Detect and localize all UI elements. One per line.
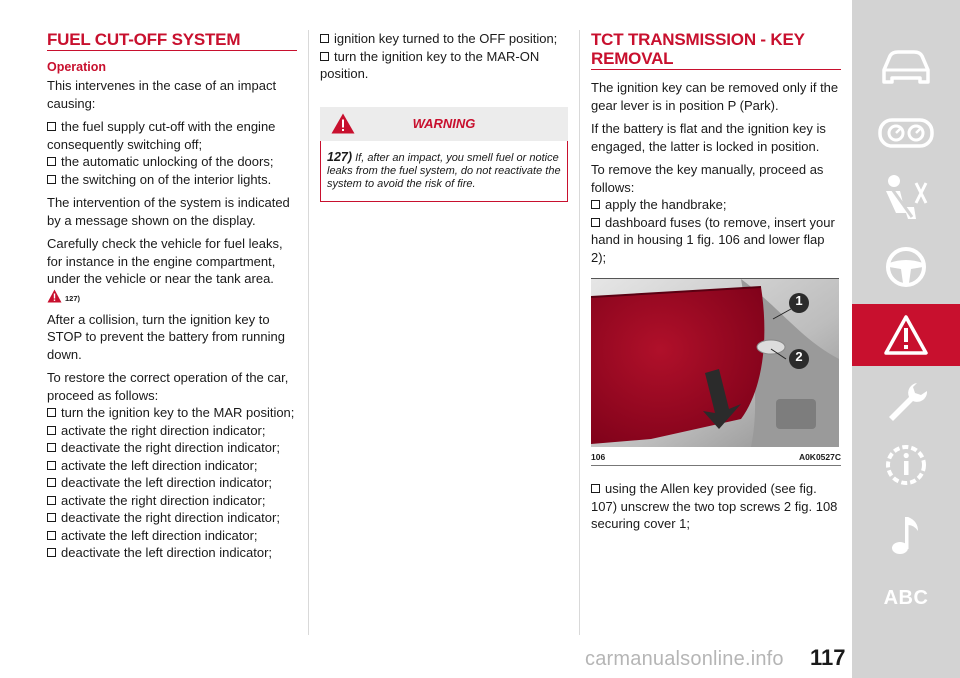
- page-number: 117: [810, 645, 846, 670]
- warning-reference-number: 127): [65, 293, 81, 303]
- list-item: activate the right direction indicator;: [47, 492, 297, 510]
- chapter-sidebar: [852, 0, 960, 678]
- sidebar-item-safety[interactable]: [852, 168, 960, 228]
- checkbox-bullet-icon: [47, 496, 56, 505]
- callout-1: 1: [795, 293, 803, 308]
- figure-code: A0K0527C: [798, 452, 841, 462]
- list-item: apply the handbrake;: [591, 196, 841, 214]
- sidebar-item-car[interactable]: [852, 38, 960, 98]
- checkbox-bullet-icon: [320, 34, 329, 43]
- dashboard-icon: [876, 116, 936, 150]
- warning-header: [320, 107, 568, 141]
- checkbox-bullet-icon: [591, 484, 600, 493]
- list-item: dashboard fuses (to remove, insert your hand in housing 1 fig. 106 and lower flap 2);: [591, 214, 835, 265]
- sidebar-item-driving[interactable]: [852, 237, 960, 297]
- figure-number: 106: [591, 452, 606, 462]
- checkbox-bullet-icon: [47, 461, 56, 470]
- index-abc-label: ABC: [883, 586, 929, 609]
- checkbox-bullet-icon: [320, 52, 329, 61]
- bullet-list-impact: [47, 118, 297, 188]
- list-item: turn the ignition key to the MAR-ON position.: [320, 48, 540, 81]
- column-divider: [308, 30, 309, 635]
- paragraph-restore: To restore the correct operation of the car, proceed as follows:: [47, 370, 289, 403]
- column-warning: [320, 30, 568, 202]
- list-item: using the Allen key provided (see fig. 107) unscrew the two top screws 2 fig. 108 securing cover 1;: [591, 481, 838, 531]
- car-icon: [876, 48, 936, 88]
- music-note-icon: [888, 513, 924, 557]
- checkbox-bullet-icon: [47, 157, 56, 166]
- checkbox-bullet-icon: [47, 122, 56, 131]
- watermark: carmanualsonline.info: [585, 648, 784, 670]
- wrench-icon: [883, 379, 929, 425]
- info-icon: [883, 442, 929, 488]
- sidebar-item-dashboard[interactable]: [852, 103, 960, 163]
- checkbox-bullet-icon: [47, 426, 56, 435]
- sidebar-item-index[interactable]: [852, 568, 960, 628]
- checkbox-bullet-icon: [47, 531, 56, 540]
- list-item: the switching on of the interior lights.: [47, 171, 297, 189]
- paragraph-park: The ignition key can be removed only if the gear lever is in position P (Park).: [591, 80, 839, 113]
- warning-label: WARNING: [412, 115, 476, 131]
- sidebar-item-emergency[interactable]: [852, 304, 960, 366]
- column-divider: [579, 30, 580, 635]
- paragraph-display-message: The intervention of the system is indicated by a message shown on the display.: [47, 195, 290, 228]
- paragraph-check-leaks: Carefully check the vehicle for fuel leaks, for instance in the engine compartment, under the vehicle or near the tank area.: [47, 236, 283, 286]
- checkbox-bullet-icon: [47, 548, 56, 557]
- list-item: activate the right direction indicator;: [47, 422, 297, 440]
- list-item: activate the left direction indicator;: [47, 527, 297, 545]
- section-title-key-removal: TCT TRANSMISSION - KEY REMOVAL: [591, 30, 841, 70]
- list-item: deactivate the right direction indicator;: [47, 509, 297, 527]
- list-item: turn the ignition key to the MAR position;: [47, 404, 297, 422]
- paragraph-remove-key: To remove the key manually, proceed as follows:: [591, 162, 824, 195]
- list-item: the automatic unlocking of the doors;: [47, 153, 297, 171]
- checkbox-bullet-icon: [47, 478, 56, 487]
- checkbox-bullet-icon: [591, 218, 600, 227]
- column-fuel-cutoff: [47, 30, 297, 562]
- paragraph-after-collision: After a collision, turn the ignition key to STOP to prevent the battery from running down.: [47, 311, 285, 362]
- list-item: deactivate the right direction indicator;: [47, 439, 297, 457]
- warning-number: 127): [327, 149, 353, 164]
- subtitle-operation: Operation: [47, 60, 107, 74]
- list-item: ignition key turned to the OFF position;: [320, 30, 568, 48]
- sidebar-item-maintenance[interactable]: [852, 372, 960, 432]
- checkbox-bullet-icon: [591, 200, 600, 209]
- warning-triangle-icon: [883, 314, 929, 356]
- sidebar-item-technical-data[interactable]: [852, 435, 960, 495]
- paragraph-battery-flat: If the battery is flat and the ignition key is engaged, the latter is locked in position.: [591, 121, 826, 154]
- checkbox-bullet-icon: [47, 513, 56, 522]
- figure-caption: [591, 447, 841, 466]
- column-key-removal: [591, 30, 841, 533]
- list-item: the fuel supply cut-off with the engine consequently switching off;: [47, 119, 276, 152]
- section-title-fuel-cutoff: FUEL CUT-OFF SYSTEM: [47, 30, 297, 51]
- figure-106: [591, 278, 839, 447]
- warning-box: [320, 141, 568, 202]
- bullet-list-restore: [47, 404, 297, 562]
- warning-triangle-icon: [47, 289, 62, 303]
- list-item: deactivate the left direction indicator;: [47, 544, 297, 562]
- checkbox-bullet-icon: [47, 443, 56, 452]
- checkbox-bullet-icon: [47, 408, 56, 417]
- list-item: activate the left direction indicator;: [47, 457, 297, 475]
- sidebar-item-multimedia[interactable]: [852, 505, 960, 565]
- checkbox-bullet-icon: [47, 175, 56, 184]
- callout-2: 2: [795, 349, 803, 364]
- warning-text: If, after an impact, you smell fuel or notice leaks from the fuel system, do not reactivate the system to avoid the risk of fire.: [327, 151, 561, 190]
- steering-wheel-icon: [884, 245, 928, 289]
- list-item: deactivate the left direction indicator;: [47, 474, 297, 492]
- seat-belt-icon: [878, 173, 934, 223]
- intro-text: This intervenes in the case of an impact causing:: [47, 78, 277, 111]
